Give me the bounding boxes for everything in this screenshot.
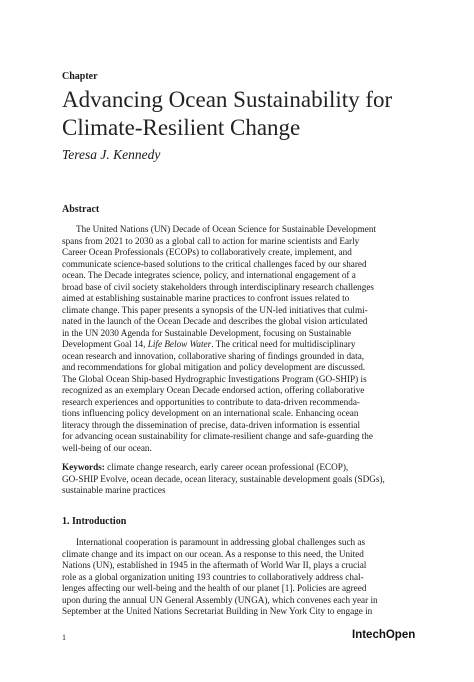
abstract-line: ocean. The Decade integrates science, policy, and international engagement of a (62, 270, 356, 280)
keywords-line: GO-SHIP Evolve, ocean decade, ocean literacy, sustainable development goals (SDGs), (62, 473, 385, 484)
introduction-body (62, 537, 414, 618)
abstract-line: Career Ocean Professionals (ECOPs) to collaboratively create, implement, and (62, 247, 352, 257)
intro-line: Nations (UN), established in 1945 in the aftermath of World War II, plays a crucial (62, 560, 367, 570)
title-line: Climate-Resilient Change (62, 115, 301, 140)
abstract-line: and recommendations for global mitigation and policy development are discussed. (62, 362, 366, 372)
keywords-text: climate change research, early career ocean professional (ECOP), (104, 462, 349, 472)
abstract-line: literacy through the dissemination of precise, data-driven information is essential (62, 419, 360, 430)
intro-line: upon during the annual UN General Assembly (UNGA), which convenes each year in (62, 594, 378, 605)
abstract-line: for advancing ocean sustainability for climate-resilient change and safe-guarding the (62, 431, 373, 441)
abstract-line: in the UN 2030 Agenda for Sustainable Development, focusing on Sustainable (62, 327, 352, 338)
publisher-logo: IntechOpen (352, 629, 416, 641)
abstract-line: spans from 2021 to 2030 as a global call to action for marine scientists and Early (62, 235, 360, 246)
abstract-line: broad base of civil society stakeholders through interdisciplinary research challenges (62, 281, 375, 292)
chapter-label: Chapter (62, 71, 98, 82)
emphasis-text: Life Below Water (147, 339, 212, 349)
chapter-title (62, 86, 432, 142)
abstract-heading: Abstract (62, 204, 100, 215)
abstract-line: The Global Ocean Ship-based Hydrographic Investigations Program (GO-SHIP) is (62, 373, 367, 384)
keywords-label: Keywords: (62, 462, 105, 472)
abstract-line: research experiences and opportunities to contribute to data-driven recommenda- (62, 396, 360, 407)
author-name: Teresa J. Kennedy (62, 147, 161, 162)
abstract-line: climate change. This paper presents a synopsis of the UN-led initiatives that culmi- (62, 304, 368, 315)
abstract-line: aimed at establishing sustainable marine practices to confront issues related to (62, 293, 350, 303)
intro-line: September at the United Nations Secretariat Building in New York City to engage in (62, 606, 373, 616)
abstract-body (62, 224, 414, 454)
abstract-line: tions influencing policy development on an international scale. Enhancing ocean (62, 408, 359, 418)
keywords-line (62, 462, 414, 474)
intro-line: role as a global organization uniting 193 countries to collaboratively address chal- (62, 571, 364, 582)
abstract-line: well-being of our ocean. (62, 442, 152, 453)
section-heading-introduction: 1. Introduction (62, 516, 127, 527)
abstract-line: Development Goal 14, Life Below Water. The critical need for multidisciplinary (62, 339, 356, 349)
abstract-line: ocean research and innovation, collaborative sharing of findings grounded in data, (62, 350, 365, 361)
keywords-block (62, 462, 414, 497)
title-line: Advancing Ocean Sustainability for (62, 87, 393, 112)
page-number: 1 (62, 633, 66, 642)
intro-line: International cooperation is paramount in addressing global challenges such as (76, 537, 366, 547)
intro-line: lenges affecting our well-being and the health of our planet [1]. Policies are agreed (62, 583, 367, 593)
abstract-line: recognized as an exemplary Ocean Decade endorsed action, offering collaborative (62, 385, 365, 395)
abstract-line: communicate science-based solutions to the critical challenges faced by our shared (62, 258, 367, 269)
abstract-line: nated in the launch of the Ocean Decade and describes the global vision articulated (62, 316, 368, 326)
intro-line: climate change and its impact on our ocean. As a response to this need, the United (62, 548, 364, 559)
abstract-line: The United Nations (UN) Decade of Ocean Science for Sustainable Development (76, 224, 377, 234)
keywords-line: sustainable marine practices (62, 485, 166, 495)
